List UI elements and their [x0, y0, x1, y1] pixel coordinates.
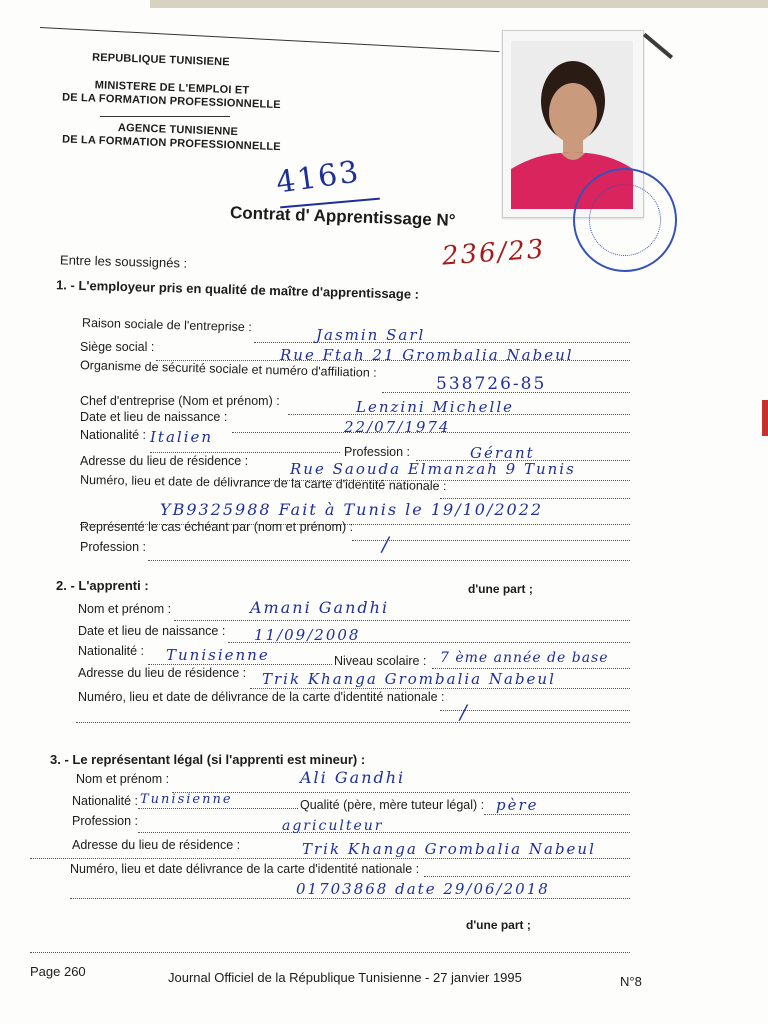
chef-profession-label: Profession :: [344, 445, 411, 459]
representant-nationalite-label: Nationalité :: [72, 794, 139, 808]
siege-social-value: Rue Ftah 21 Grombalia Nabeul: [280, 346, 574, 364]
intro-text: Entre les soussignés :: [59, 252, 188, 271]
header-divider: [100, 116, 230, 117]
section1-heading: 1. - L'employeur pris en qualité de maître d'apprentissage :: [55, 277, 420, 302]
representant-cin-line-2: [70, 898, 630, 899]
paper-edge-right: [762, 400, 768, 436]
chef-nationalite-line: [150, 452, 340, 453]
representant-nom-value: Ali Gandhi: [300, 768, 406, 787]
represente-profession-label: Profession :: [80, 540, 147, 554]
footer-issue-number: N°8: [620, 974, 642, 989]
footer-page-number: Page 260: [30, 964, 86, 979]
representant-adresse-label: Adresse du lieu de résidence :: [72, 838, 241, 852]
chef-nationalite-value: Italien: [150, 428, 214, 446]
representant-qualite-value: père: [496, 796, 539, 814]
chef-cin-label: Numéro, lieu et date de délivrance de la carte d'identité nationale :: [79, 472, 447, 494]
chef-entreprise-label: Chef d'entreprise (Nom et prénom) :: [80, 394, 280, 408]
raison-sociale-label: Raison sociale de l'entreprise :: [81, 315, 252, 335]
chef-profession-value: Gérant: [470, 444, 535, 462]
section2-heading: 2. - L'apprenti :: [56, 578, 149, 593]
stamp-inner-ring: [589, 184, 661, 256]
representant-nationalite-value: Tunisienne: [140, 792, 233, 807]
chef-entreprise-value: Lenzini Michelle: [356, 398, 514, 416]
representant-profession-value: agriculteur: [282, 818, 384, 834]
footer-dotted-rule: [30, 952, 630, 953]
header-ministry-line1: MINISTERE DE L'EMPLOI ET: [94, 79, 250, 97]
apprenti-cin-line-2: [76, 722, 630, 723]
apprenti-cin-value: /: [460, 700, 469, 724]
header-agency-line1: AGENCE TUNISIENNE: [117, 121, 239, 139]
representant-qualite-label: Qualité (père, mère tuteur légal) :: [300, 798, 485, 812]
chef-naissance-value: 22/07/1974: [344, 418, 451, 436]
securite-sociale-label: Organisme de sécurité sociale et numéro d'affiliation :: [79, 358, 377, 380]
apprenti-nom-label: Nom et prénom :: [78, 602, 172, 616]
paper-edge-top: [150, 0, 768, 8]
apprenti-adresse-label: Adresse du lieu de résidence :: [78, 666, 247, 680]
apprenti-niveau-value: 7 ème année de base: [440, 650, 609, 666]
raison-sociale-value: Jasmin Sarl: [316, 326, 426, 344]
representant-nom-line: [172, 792, 630, 793]
representant-nom-label: Nom et prénom :: [76, 772, 170, 786]
representant-nationalite-line: [138, 808, 298, 809]
chef-cin-line: [440, 498, 630, 499]
apprenti-nom-value: Amani Gandhi: [250, 598, 390, 617]
section3-heading: 3. - Le représentant légal (si l'apprenti est mineur) :: [50, 752, 366, 767]
footer-journal: Journal Officiel de la République Tunisienne - 27 janvier 1995: [168, 970, 522, 985]
handwritten-reference: 4163: [273, 154, 363, 201]
representant-profession-line: [138, 832, 630, 833]
representant-cin-label: Numéro, lieu et date délivrance de la carte d'identité nationale :: [70, 862, 420, 876]
chef-nationalite-label: Nationalité :: [80, 428, 147, 442]
header-rule: [40, 27, 499, 52]
photo-corner-mark: [643, 33, 673, 59]
header-country: REPUBLIQUE TUNISIENE: [91, 51, 231, 69]
raison-sociale-line: [254, 342, 630, 343]
represente-value: /: [382, 532, 391, 556]
official-stamp: [573, 168, 677, 272]
part-label-2: d'une part ;: [466, 918, 531, 932]
apprenti-nom-line: [174, 620, 630, 621]
apprenti-niveau-line: [432, 668, 630, 669]
chef-naissance-label: Date et lieu de naissance :: [80, 410, 228, 424]
represente-profession-line: [148, 560, 630, 561]
representant-cin-line: [424, 876, 630, 877]
represente-label: Représenté le cas échéant par (nom et prénom) :: [80, 520, 354, 534]
apprenti-adresse-value: Trik Khanga Grombalia Nabeul: [262, 670, 556, 688]
apprenti-nationalite-value: Tunisienne: [166, 646, 270, 664]
apprenti-naissance-label: Date et lieu de naissance :: [78, 624, 226, 638]
contract-number: 236/23: [441, 234, 547, 272]
chef-adresse-value: Rue Saouda Elmanzah 9 Tunis: [290, 460, 576, 478]
siege-social-label: Siège social :: [80, 340, 155, 354]
securite-sociale-value: 538726-85: [436, 374, 547, 394]
apprenti-naissance-value: 11/09/2008: [254, 626, 361, 644]
apprenti-adresse-line: [250, 688, 630, 689]
apprenti-nationalite-line: [148, 664, 332, 665]
header-agency-line2: DE LA FORMATION PROFESSIONNELLE: [61, 133, 282, 154]
representant-cin-value: 01703868 date 29/06/2018: [296, 880, 550, 898]
header-ministry-line2: DE LA FORMATION PROFESSIONNELLE: [61, 91, 282, 112]
represente-line: [352, 540, 630, 541]
representant-adresse-line: [30, 858, 630, 859]
chef-adresse-label: Adresse du lieu de résidence :: [80, 454, 249, 468]
apprenti-niveau-label: Niveau scolaire :: [334, 654, 427, 668]
contract-title: Contrat d' Apprentissage N°: [229, 203, 456, 230]
apprenti-cin-label: Numéro, lieu et date de délivrance de la carte d'identité nationale :: [78, 690, 445, 704]
representant-profession-label: Profession :: [72, 814, 139, 828]
representant-qualite-line: [484, 814, 630, 815]
representant-adresse-value: Trik Khanga Grombalia Nabeul: [302, 840, 596, 858]
part-label-1: d'une part ;: [468, 582, 533, 596]
chef-cin-value: YB9325988 Fait à Tunis le 19/10/2022: [160, 500, 544, 519]
apprenti-nationalite-label: Nationalité :: [78, 644, 145, 658]
